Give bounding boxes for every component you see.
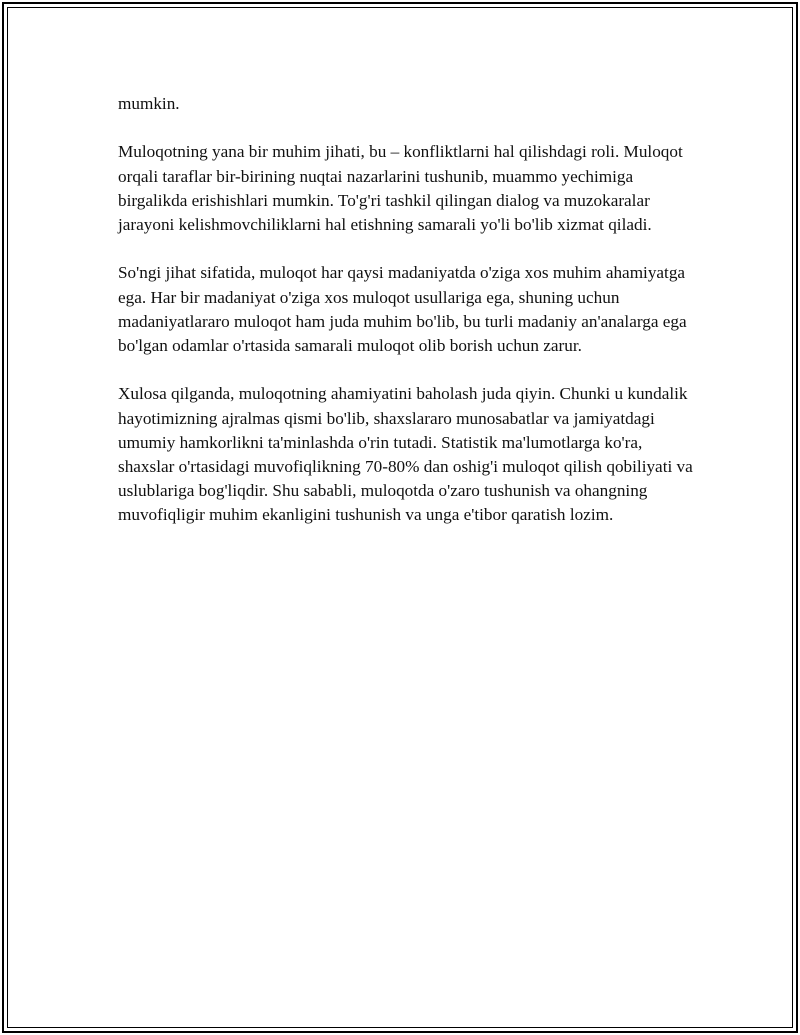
paragraph-conflict-resolution: Muloqotning yana bir muhim jihati, bu – konfliktlarni hal qilishdagi roli. Muloqot orqali taraflar bir-birining nuqtai nazarlarini tushunib, muammo yechimiga birgalikda erishishlari mumkin. To'g'ri tashkil qilingan dialog va muzokaralar jarayoni kelishmovchiliklarni hal etishning samarali yo'li bo'lib xizmat qiladi. [118, 142, 683, 234]
paragraph-culture: So'ngi jihat sifatida, muloqot har qaysi madaniyatda o'ziga xos muhim ahamiyatga ega. Har bir madaniyat o'ziga xos muloqot usullariga ega, shuning uchun madaniyatlararo muloqot ham juda muhim bo'lib, bu turli madaniy an'analarga ega bo'lgan odamlar o'rtasida samarali muloqot olib borish uchun zarur. [118, 263, 687, 355]
document-body [118, 92, 698, 552]
paragraph-conclusion: Xulosa qilganda, muloqotning ahamiyatini baholash juda qiyin. Chunki u kundalik hayotimizning ajralmas qismi bo'lib, shaxslararo munosabatlar va jamiyatdagi umumiy hamkorlikni ta'minlashda o'rin tutadi. Statistik ma'lumotlarga ko'ra, shaxslar o'rtasidagi muvofiqlikning 70-80% dan oshig'i muloqot qilish qobiliyati va uslublariga bog'liqdir. Shu sababli, muloqotda o'zaro tushunish va ohangning muvofiqligir muhim ekanligini tushunish va unga e'tibor qaratish lozim. [118, 384, 693, 525]
paragraph-continuation: mumkin. [118, 94, 180, 113]
